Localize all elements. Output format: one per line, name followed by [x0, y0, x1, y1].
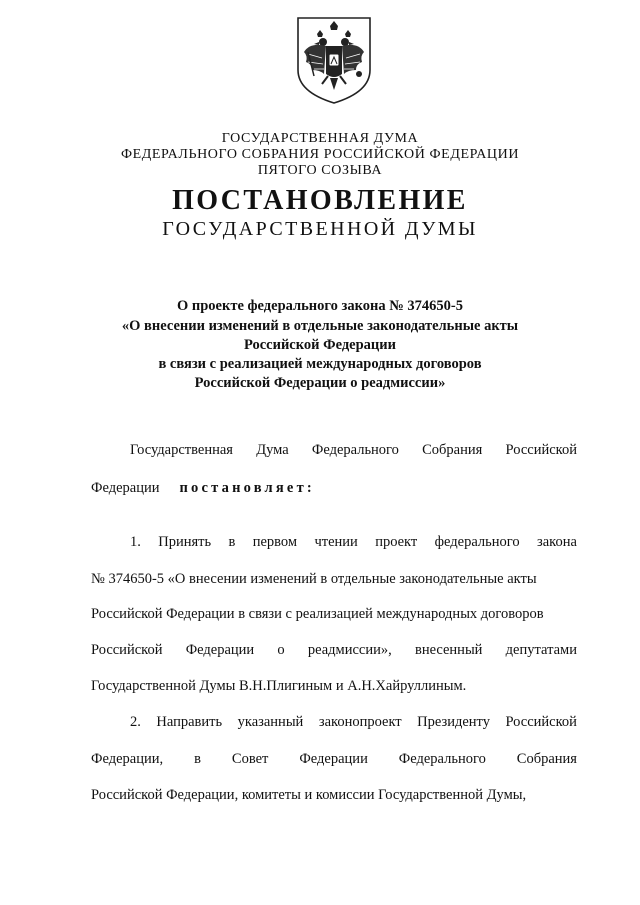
word: Российской: [505, 714, 577, 730]
word: Федерации,: [91, 751, 164, 767]
word: 1.: [130, 534, 141, 550]
subject-line-2: «О внесении изменений в отдельные законодательные акты: [121, 318, 519, 334]
word: депутатами: [505, 642, 577, 658]
item-1-line-3: Российской Федерации в связи с реализацией международных договоров: [91, 606, 544, 622]
word: внесенный: [414, 642, 483, 658]
word: о: [277, 642, 285, 658]
word: указанный: [237, 714, 304, 730]
word: Федерального: [398, 751, 486, 767]
item-1-line-5: Государственной Думы В.Н.Плигиным и А.Н.Хайруллиным.: [91, 678, 467, 694]
word: Совет: [231, 751, 269, 767]
word: федерального: [434, 534, 520, 550]
word: Принять: [158, 534, 212, 550]
document-title: ПОСТАНОВЛЕНИЕ: [172, 185, 468, 216]
document-subtitle: ГОСУДАРСТВЕННОЙ ДУМЫ: [162, 218, 478, 240]
word: первом: [252, 534, 298, 550]
decree-word: постановляет:: [179, 480, 315, 496]
word: в: [194, 751, 201, 767]
word: Российской: [91, 642, 163, 658]
header-duma: ГОСУДАРСТВЕННАЯ ДУМА: [221, 131, 419, 146]
word: Федерации: [299, 751, 368, 767]
word: закона: [536, 534, 577, 550]
item-2-line-1: [130, 713, 577, 731]
word: Президенту: [417, 714, 490, 730]
word: Собрания: [516, 751, 577, 767]
word: Собрания: [422, 442, 483, 458]
preamble-line-1: [130, 441, 577, 459]
subject-line-1: О проекте федерального закона № 374650-5: [176, 298, 464, 314]
header-convocation: ПЯТОГО СОЗЫВА: [257, 163, 383, 178]
word: чтении: [314, 534, 358, 550]
word: 2.: [130, 714, 141, 730]
subject-line-4: в связи с реализацией международных договоров: [158, 356, 482, 372]
item-2-line-2: [91, 750, 577, 768]
word: реадмиссии»,: [307, 642, 392, 658]
word: Федерации: [185, 642, 255, 658]
word: законопроект: [318, 714, 402, 730]
word: Российской: [505, 442, 577, 458]
item-2-line-3: Российской Федерации, комитеты и комиссии Государственной Думы,: [91, 787, 527, 803]
word: в: [228, 534, 236, 550]
header-federal-assembly: ФЕДЕРАЛЬНОГО СОБРАНИЯ РОССИЙСКОЙ ФЕДЕРАЦИИ: [120, 147, 520, 162]
subject-line-3: Российской Федерации: [243, 337, 396, 353]
coat-of-arms-emblem-icon: [290, 12, 378, 106]
word: Дума: [256, 442, 289, 458]
item-1-line-2: № 374650-5 «О внесении изменений в отдельные законодательные акты: [91, 571, 537, 587]
word: Федерального: [311, 442, 399, 458]
word: Федерации: [91, 480, 160, 496]
preamble-line-2: [91, 479, 577, 497]
word: Направить: [156, 714, 223, 730]
item-1-line-1: [130, 533, 577, 551]
subject-line-5: Российской Федерации о реадмиссии»: [194, 375, 446, 391]
item-1-line-4: [91, 641, 577, 659]
word: проект: [375, 534, 418, 550]
word: Государственная: [130, 442, 233, 458]
